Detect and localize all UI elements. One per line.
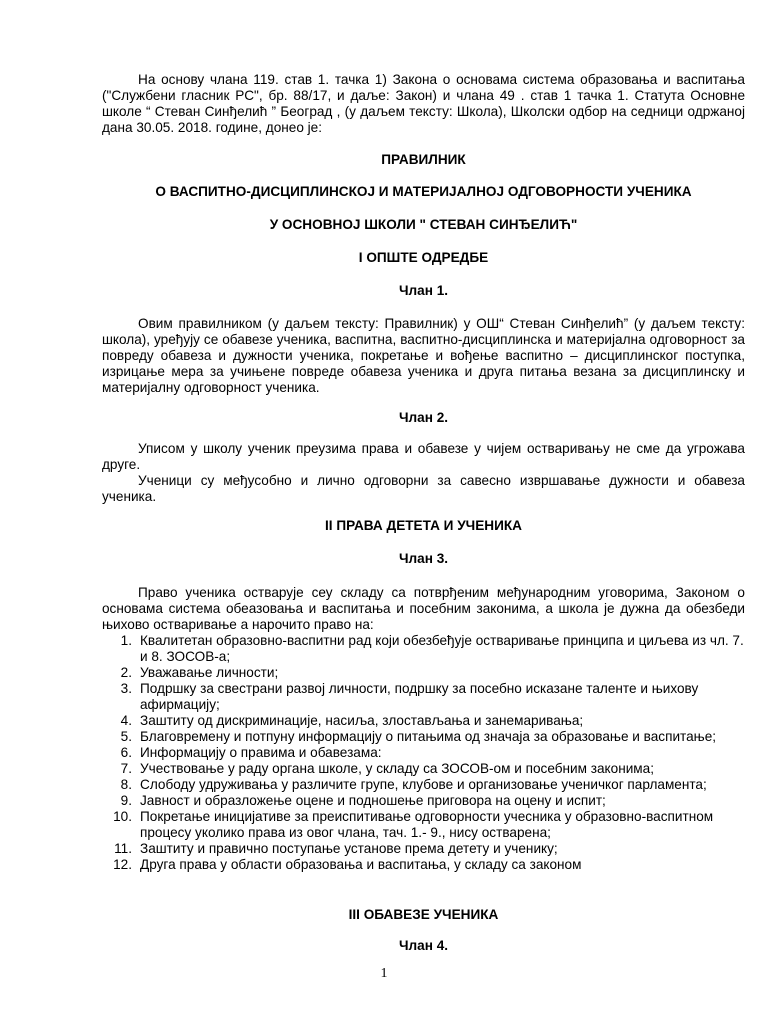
list-item-text: Слободу удруживања у различите групе, клубове и организовање ученичког парламента; <box>140 777 707 792</box>
article-3-text: Право ученика остварује сеу складу са потврђеним међународним уговорима, Законом о основама система обеазовања и васпитања и посебним законима, а школа је дужна да обезбеди њихово остваривање а нарочито право на: <box>102 585 745 632</box>
section-heading-2: II ПРАВА ДЕТЕТА И УЧЕНИКА <box>324 518 522 533</box>
page-number: 1 <box>380 966 388 981</box>
article-2-paragraphs <box>102 441 745 505</box>
list-item <box>102 793 745 809</box>
list-item-text: Друга права у области образовања и васпитања, у складу са законом <box>140 857 582 872</box>
intro-text: На основу члана 119. став 1. тачка 1) Закона о основама система образовања и васпитања ("Службени гласник РС", бр. 88/17, и даље: Закон) и члана 49 . став 1 тачка 1. Статута Основне школе “ Стеван Синђелић ” Београд , (у даљем тексту: Школа), Школски одбор на седници одржаној дана 30.05. 2018. године, донео је: <box>102 72 745 135</box>
intro-paragraph <box>102 72 745 136</box>
list-item-number: 2. <box>120 665 132 680</box>
article-1-text: Овим правилником (у даљем тексту: Правилник) у ОШ“ Стеван Синђелић” (у даљем тексту: школа), уређују се обавезе ученика, васпитна, васпитно-дисциплинска и материјална одговорност за повреду обавеза и дужности ученика, покретање и вођење васпитно – дисциплинског поступка, изрицање мера за учињене повреде обавеза ученика и друга питања везана за дисциплинску и материјалну одговорност ученика. <box>102 316 745 395</box>
section-heading-3: III ОБАВЕЗЕ УЧЕНИКА <box>348 907 499 922</box>
article-3-paragraph <box>102 585 745 873</box>
article-1-paragraph <box>102 316 745 396</box>
list-item-text: Заштиту и правично поступање установе према детету и ученику; <box>140 841 558 856</box>
section-1-block <box>102 250 745 266</box>
list-item <box>102 761 745 777</box>
rights-list <box>102 633 745 873</box>
section-2-block <box>102 518 745 534</box>
list-item-number: 10. <box>113 809 132 824</box>
list-item <box>102 841 745 857</box>
document-title: ПРАВИЛНИК <box>381 152 466 167</box>
article-2-block <box>102 410 745 426</box>
list-item-number: 12. <box>113 857 132 872</box>
list-item <box>102 809 745 841</box>
article-2-text-1: Уписом у школу ученик преузима права и обавезе у чијем остваривању не сме да угрожава друге. <box>102 441 745 472</box>
list-item <box>102 745 745 761</box>
list-item-text: Информацију о правима и обавезама: <box>140 745 382 760</box>
article-heading-2: Члан 2. <box>398 410 449 425</box>
list-item-number: 4. <box>120 713 132 728</box>
list-item <box>102 665 745 681</box>
list-item-text: Заштиту од дискриминације, насиља, злостављања и занемаривања; <box>140 713 584 728</box>
list-item-number: 6. <box>120 745 132 760</box>
section-3-block <box>102 907 745 923</box>
list-item-number: 1. <box>120 633 132 648</box>
article-2-text-2: Ученици су међусобно и лично одговорни за савесно извршавање дужности и обавеза ученика. <box>102 473 745 504</box>
list-item-number: 8. <box>120 777 132 792</box>
title-block <box>102 152 745 168</box>
list-item-text: Учествовање у раду органа школе, у складу са ЗОСОВ-ом и посебним законима; <box>140 761 654 776</box>
list-item-number: 7. <box>120 761 132 776</box>
document-subtitle-2: У ОСНОВНОЈ ШКОЛИ " СТЕВАН СИНЂЕЛИЋ" <box>269 217 578 232</box>
list-item <box>102 681 745 713</box>
article-heading-3: Члан 3. <box>398 551 449 566</box>
subtitle-block-2 <box>102 217 745 233</box>
list-item <box>102 633 745 665</box>
article-heading-1: Члан 1. <box>398 283 449 298</box>
article-1-block <box>102 283 745 299</box>
list-item <box>102 713 745 729</box>
list-item-text: Благовремену и потпуну информацију о питањима од значаја за образовање и васпитање; <box>140 729 717 744</box>
list-item-text: Подршку за свестрани развој личности, подршку за посебно исказане таленте и њихову афирмацију; <box>140 681 699 712</box>
document-subtitle-1: О ВАСПИТНО-ДИСЦИПЛИНСКОЈ И МАТЕРИЈАЛНОЈ ОДГОВОРНОСТИ УЧЕНИКА <box>155 184 692 199</box>
list-item <box>102 857 745 873</box>
list-item-text: Уважавање личности; <box>140 665 279 680</box>
list-item-number: 11. <box>114 841 132 856</box>
list-item-text: Покретање иницијативе за преиспитивање одговорности учесника у образовно-васпитном процесу уколико права из овог члана, тач. 1.- 9., нису остварена; <box>140 809 714 840</box>
list-item-text: Квалитетан образовно-васпитни рад који обезбеђује остваривање принципа и циљева из чл. 7. и 8. ЗОСОВ-а; <box>140 633 744 664</box>
list-item-text: Јавност и образложење оцене и подношење приговора на оцену и испит; <box>140 793 606 808</box>
list-item-number: 9. <box>120 793 132 808</box>
section-heading-1: I ОПШТЕ ОДРЕДБЕ <box>358 250 489 265</box>
article-heading-4: Члан 4. <box>398 938 449 953</box>
article-4-block <box>102 938 745 954</box>
list-item <box>102 729 745 745</box>
list-item-number: 5. <box>120 729 132 744</box>
subtitle-block-1 <box>102 184 745 200</box>
list-item <box>102 777 745 793</box>
list-item-number: 3. <box>120 681 132 696</box>
article-3-block <box>102 551 745 567</box>
